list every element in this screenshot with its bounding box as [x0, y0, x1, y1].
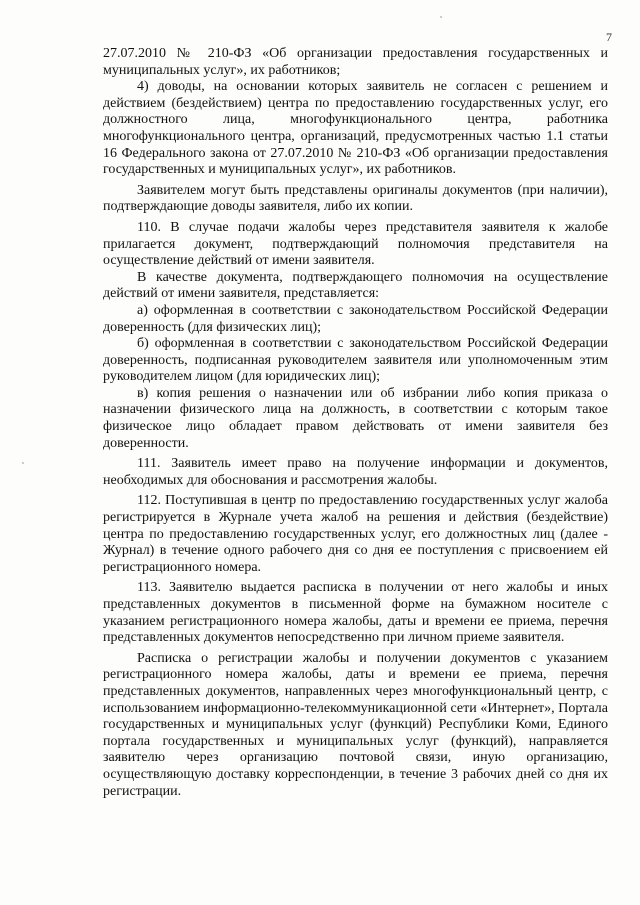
paragraph-112: 112. Поступившая в центр по предоставлению государственных услуг жалоба регистрируется в Журнале учета жалоб на решения и действия (бездействие) центра по предоставлению государственных услуг, его должностных лиц (далее - Журнал) в течение одного рабочего дня со дня ее поступления с присвоением ей регистрационного номера. [103, 493, 608, 575]
paragraph-receipt: Расписка о регистрации жалобы и получении документов с указанием регистрационного номера жалобы, даты и времени ее приема, перечня представленных документов, направленных через многофункциональный центр, с использованием информационно-телекоммуникационной сети «Интернет», Портала государственных и муниципальных услуг (функций) Республики Коми, Единого портала государственных и муниципальных услуг (функций), направляется заявителю через организацию почтовой связи, иную организацию, осуществляющую доставку корреспонденции, в течение 3 рабочих дней со дня их регистрации. [103, 650, 608, 799]
scan-speck [440, 16, 442, 18]
body-text [103, 46, 608, 800]
scan-speck [22, 462, 24, 464]
paragraph-110: 110. В случае подачи жалобы через представителя заявителя к жалобе прилагается документ, подтверждающий полномочия представителя на осуществление действий от имени заявителя. [103, 219, 608, 269]
paragraph-item-b: б) оформленная в соответствии с законодательством Российской Федерации доверенность, подписанная руководителем заявителя или уполномоченным этим руководителем лицом (для юридических лиц); [103, 336, 608, 385]
paragraph-authority-document: В качестве документа, подтверждающего полномочия на осуществление действий от имени заявителя, представляется: [103, 269, 608, 302]
paragraph-item-4: 4) доводы, на основании которых заявитель не согласен с решением и действием (бездействием) центра по предоставлению государственных услуг, его должностного лица, многофункционального центра, работника многофункционального центра, организаций, предусмотренных частью 1.1 статьи 16 Федерального закона от 27.07.2010 № 210-ФЗ «Об организации предоставления государственных и муниципальных услуг», их работников. [103, 79, 608, 178]
page-number: 7 [606, 30, 612, 44]
paragraph-originals: Заявителем могут быть представлены оригиналы документов (при наличии), подтверждающие доводы заявителя, либо их копии. [103, 182, 608, 215]
paragraph-continuation: 27.07.2010 № 210-ФЗ «Об организации предоставления государственных и муниципальных услуг», их работников; [103, 46, 608, 78]
paragraph-111: 111. Заявитель имеет право на получение информации и документов, необходимых для обоснования и рассмотрения жалобы. [103, 456, 608, 488]
paragraph-item-v: в) копия решения о назначении или об избрании либо копия приказа о назначении физического лица на должность, в соответствии с которым такое физическое лицо обладает правом действовать от имени заявителя без доверенности. [103, 385, 608, 451]
paragraph-113: 113. Заявителю выдается расписка в получении от него жалобы и иных представленных документов в письменной форме на бумажном носителе с указанием регистрационного номера жалобы, даты и времени ее приема, перечня представленных документов непосредственно при личном приеме заявителя. [103, 580, 608, 646]
paragraph-item-a: а) оформленная в соответствии с законодательством Российской Федерации доверенность (для физических лиц); [103, 302, 608, 335]
